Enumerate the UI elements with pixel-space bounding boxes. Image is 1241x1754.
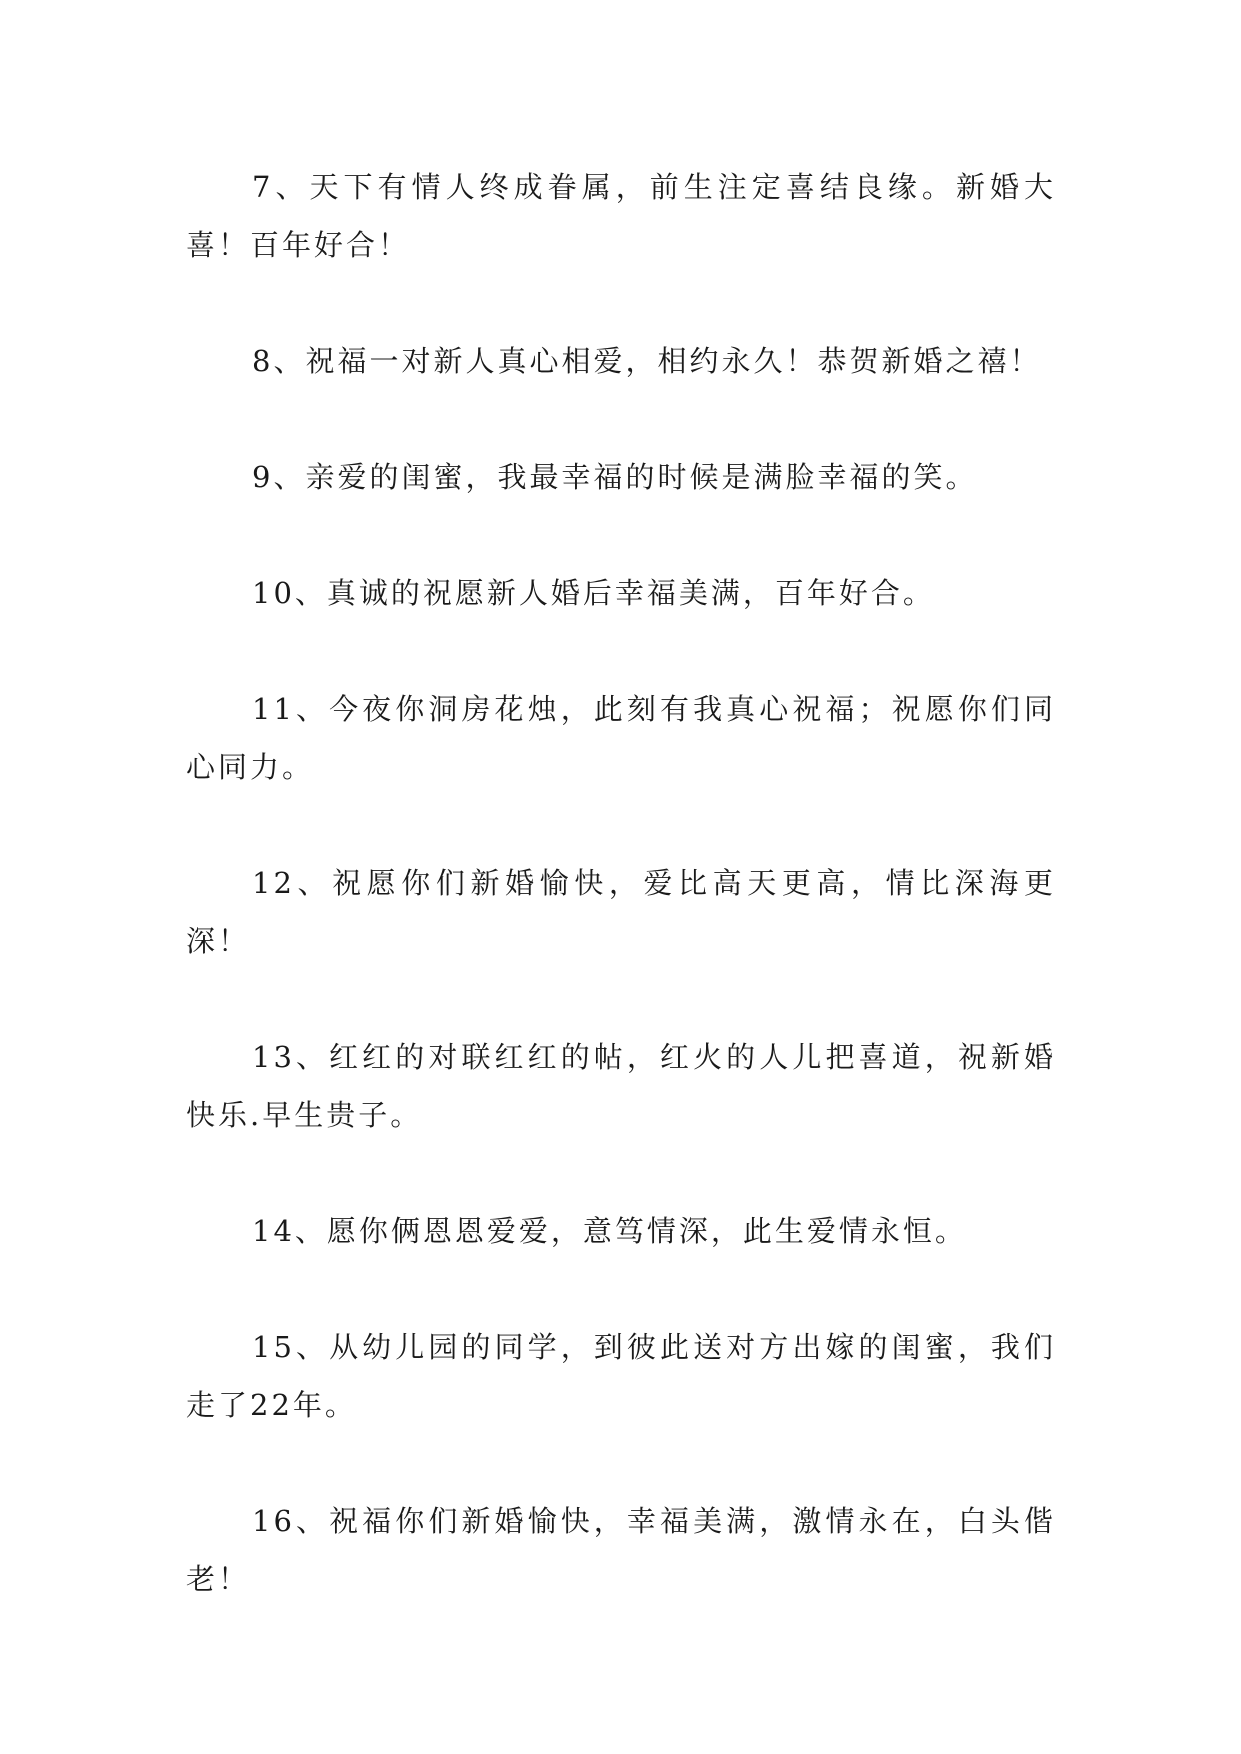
list-item: 13、红红的对联红红的帖，红火的人儿把喜道，祝新婚快乐.早生贵子。 [186, 1040, 1056, 1132]
list-item: 7、天下有情人终成眷属，前生注定喜结良缘。新婚大喜！百年好合！ [186, 170, 1056, 262]
document-body [186, 158, 1056, 1666]
list-item: 15、从幼儿园的同学，到彼此送对方出嫁的闺蜜，我们走了22年。 [186, 1330, 1056, 1422]
list-item: 11、今夜你洞房花烛，此刻有我真心祝福；祝愿你们同心同力。 [186, 692, 1056, 784]
list-item: 12、祝愿你们新婚愉快，爱比高天更高，情比深海更深！ [186, 866, 1056, 958]
list-item: 14、愿你俩恩恩爱爱，意笃情深，此生爱情永恒。 [252, 1214, 967, 1248]
list-item: 16、祝福你们新婚愉快，幸福美满，激情永在，白头偕老！ [186, 1504, 1056, 1596]
list-item: 8、祝福一对新人真心相爱，相约永久！恭贺新婚之禧！ [252, 344, 1042, 378]
list-item: 10、真诚的祝愿新人婚后幸福美满，百年好合。 [252, 576, 935, 610]
list-item: 9、亲爱的闺蜜，我最幸福的时候是满脸幸福的笑。 [252, 460, 978, 494]
